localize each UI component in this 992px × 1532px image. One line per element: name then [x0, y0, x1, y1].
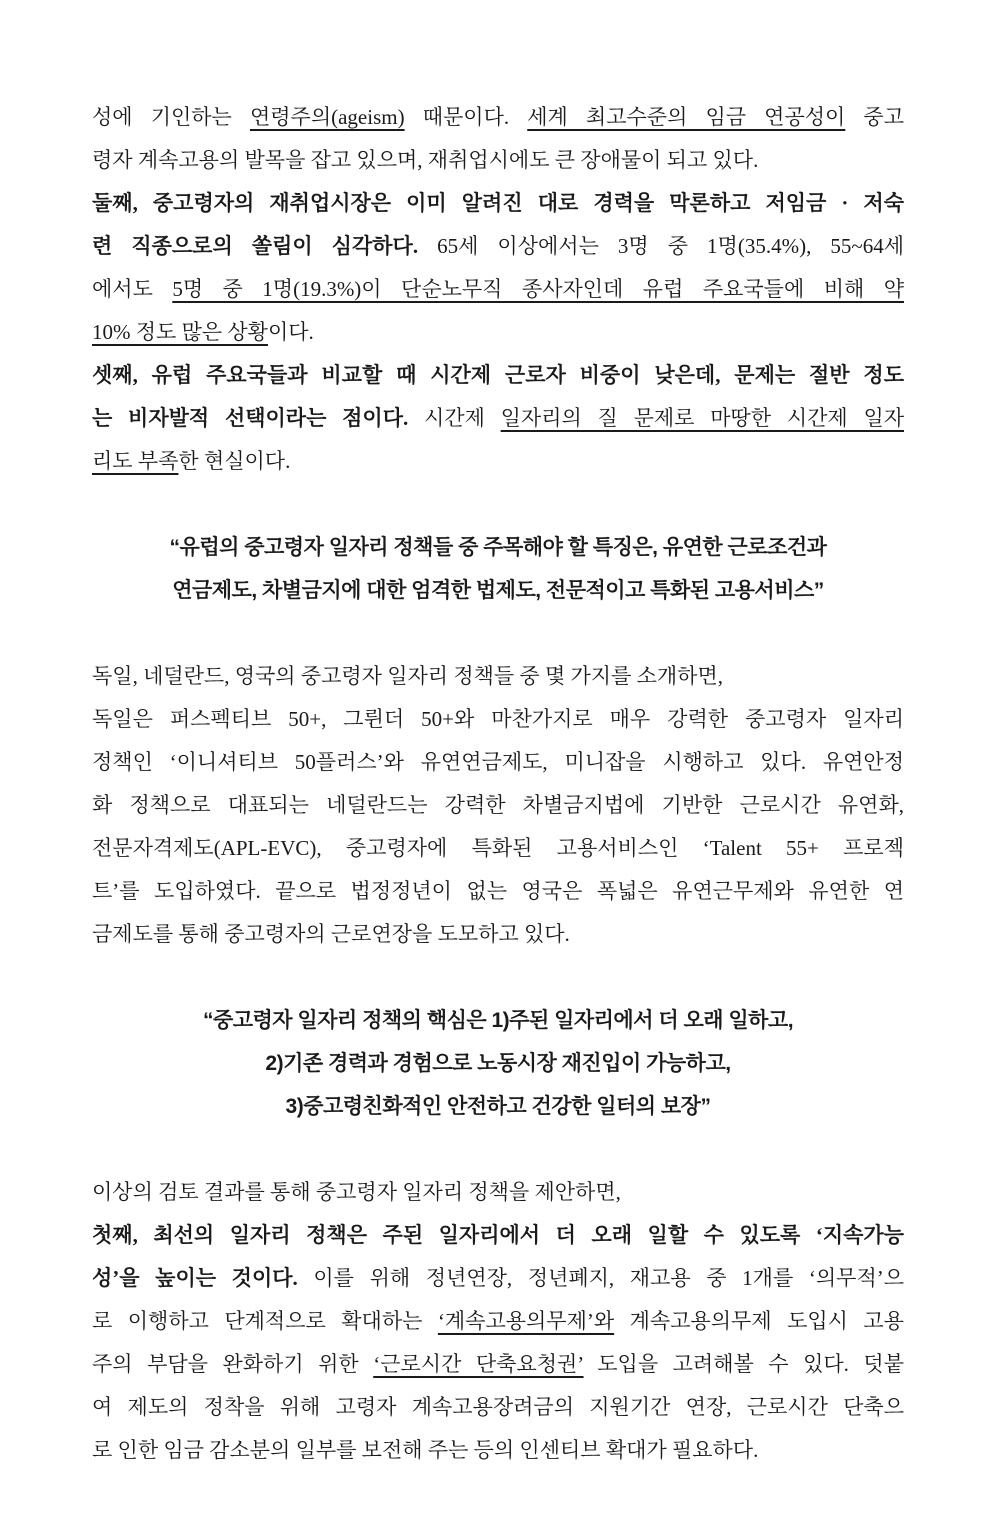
paragraph-gap	[92, 1128, 904, 1171]
paragraph	[92, 655, 904, 956]
text-segment: 로 이행하고 단계적으로 확대하는	[92, 1309, 438, 1333]
text-segment: 트’를 도입하였다. 끝으로 법정정년이 없는 영국은 폭넓은 유연근무제와 유연한 연	[92, 879, 904, 903]
text-segment: 연령주의(ageism)	[249, 105, 405, 129]
text-line	[92, 741, 904, 784]
text-segment: 이상의 검토 결과를 통해 중고령자 일자리 정책을 제안하면,	[92, 1180, 621, 1204]
text-segment: 령자 계속고용의 발목을 잡고 있으며, 재취업시에도 큰 장애물이 되고 있다.	[92, 148, 759, 172]
text-segment: 시간제	[408, 406, 501, 430]
text-segment: 리도 부족	[92, 449, 179, 473]
text-line	[92, 1257, 904, 1300]
text-segment: 금제도를 통해 중고령자의 근로연장을 도모하고 있다.	[92, 922, 570, 946]
text-segment: 세계 최고수준의 임금 연공성이	[527, 105, 846, 129]
text-line	[92, 827, 904, 870]
text-segment: 셋째, 유럽 주요국들과 비교할 때 시간제 근로자 비중이 낮은데, 문제는 절반 정도	[92, 363, 904, 387]
text-segment: 련 직종으로의 쏠림이 심각하다.	[92, 234, 419, 258]
text-line	[92, 354, 904, 397]
text-segment: 3)중고령친화적인 안전하고 건강한 일터의 보장”	[285, 1095, 711, 1118]
text-line	[92, 1300, 904, 1343]
text-line	[92, 1214, 904, 1257]
text-segment: 중고	[845, 105, 905, 129]
text-segment: 에서도	[92, 277, 173, 301]
text-segment: 로 인한 임금 감소분의 일부를 보전해 주는 등의 인센티브 확대가 필요하다.	[92, 1438, 759, 1462]
text-line	[92, 913, 904, 956]
text-segment: 이다.	[267, 320, 314, 344]
text-line	[92, 1171, 904, 1214]
text-segment: 5명 중 1명(19.3%)이 단순노무직 종사자인데 유럽 주요국들에 비해 약	[172, 277, 905, 301]
text-segment: 이를 위해 정년연장, 정년폐지, 재고용 중 1개를 ‘의무적’으	[297, 1266, 905, 1290]
text-segment: 는 비자발적 선택이라는 점이다.	[92, 406, 409, 430]
text-segment: “유럽의 중고령자 일자리 정책들 중 주목해야 할 특징은, 유연한 근로조건과	[169, 536, 827, 559]
pull-quote	[92, 999, 904, 1128]
text-segment: “중고령자 일자리 정책의 핵심은 1)주된 일자리에서 더 오래 일하고,	[202, 1009, 794, 1032]
text-segment: 성’을 높이는 것이다.	[92, 1266, 298, 1290]
text-line	[92, 311, 904, 354]
text-segment: 화 정책으로 대표되는 네덜란드는 강력한 차별금지법에 기반한 근로시간 유연화,	[92, 793, 904, 817]
text-segment: 정책인 ‘이니셔티브 50플러스’와 유연연금제도, 미니잡을 시행하고 있다. 유연안정	[92, 750, 904, 774]
text-line	[92, 225, 904, 268]
text-segment: 65세 이상에서는 3명 중 1명(35.4%), 55~64세	[418, 234, 904, 258]
text-segment: 때문이다.	[404, 105, 528, 129]
text-segment: 도입을 고려해볼 수 있다. 덧붙	[583, 1352, 904, 1376]
text-segment: 일자리의 질 문제로 마땅한 시간제 일자	[500, 406, 905, 430]
text-segment: 계속고용의무제 도입시 고용	[614, 1309, 904, 1333]
paragraph	[92, 96, 904, 483]
text-line	[92, 96, 904, 139]
text-line	[92, 999, 904, 1042]
document-body	[92, 96, 904, 1472]
pull-quote	[92, 526, 904, 612]
paragraph	[92, 1171, 904, 1472]
text-segment: 연금제도, 차별금지에 대한 엄격한 법제도, 전문적이고 특화된 고용서비스”	[172, 579, 824, 602]
text-segment: 둘째, 중고령자의 재취업시장은 이미 알려진 대로 경력을 막론하고 저임금 · 저숙	[92, 191, 904, 215]
text-line	[92, 397, 904, 440]
text-segment: 전문자격제도(APL-EVC), 중고령자에 특화된 고용서비스인 ‘Talent 55+ 프로젝	[92, 836, 904, 860]
text-line	[92, 1042, 904, 1085]
text-line	[92, 784, 904, 827]
text-segment: 여 제도의 정착을 위해 고령자 계속고용장려금의 지원기간 연장, 근로시간 단축으	[92, 1395, 904, 1419]
text-segment: 10% 정도 많은 상황	[92, 320, 268, 344]
text-line	[92, 139, 904, 182]
text-line	[92, 655, 904, 698]
text-line	[92, 268, 904, 311]
text-segment: ‘근로시간 단축요청권’	[373, 1352, 584, 1376]
text-line	[92, 870, 904, 913]
text-line	[92, 182, 904, 225]
text-line	[92, 569, 904, 612]
text-line	[92, 1343, 904, 1386]
text-segment: 독일은 퍼스펙티브 50+, 그륀더 50+와 마찬가지로 매우 강력한 중고령자 일자리	[92, 707, 904, 731]
text-segment: 성에 기인하는	[92, 105, 250, 129]
text-segment: 한 현실이다.	[178, 449, 291, 473]
text-segment: 첫째, 최선의 일자리 정책은 주된 일자리에서 더 오래 일할 수 있도록 ‘지속가능	[92, 1223, 904, 1247]
paragraph-gap	[92, 612, 904, 655]
text-line	[92, 440, 904, 483]
text-line	[92, 526, 904, 569]
text-line	[92, 1429, 904, 1472]
text-segment: 2)기존 경력과 경험으로 노동시장 재진입이 가능하고,	[265, 1052, 731, 1075]
text-segment: 주의 부담을 완화하기 위한	[92, 1352, 374, 1376]
text-line	[92, 1386, 904, 1429]
paragraph-gap	[92, 483, 904, 526]
paragraph-gap	[92, 956, 904, 999]
text-segment: ‘계속고용의무제’와	[437, 1309, 615, 1333]
text-line	[92, 698, 904, 741]
text-segment: 독일, 네덜란드, 영국의 중고령자 일자리 정책들 중 몇 가지를 소개하면,	[92, 664, 724, 688]
text-line	[92, 1085, 904, 1128]
